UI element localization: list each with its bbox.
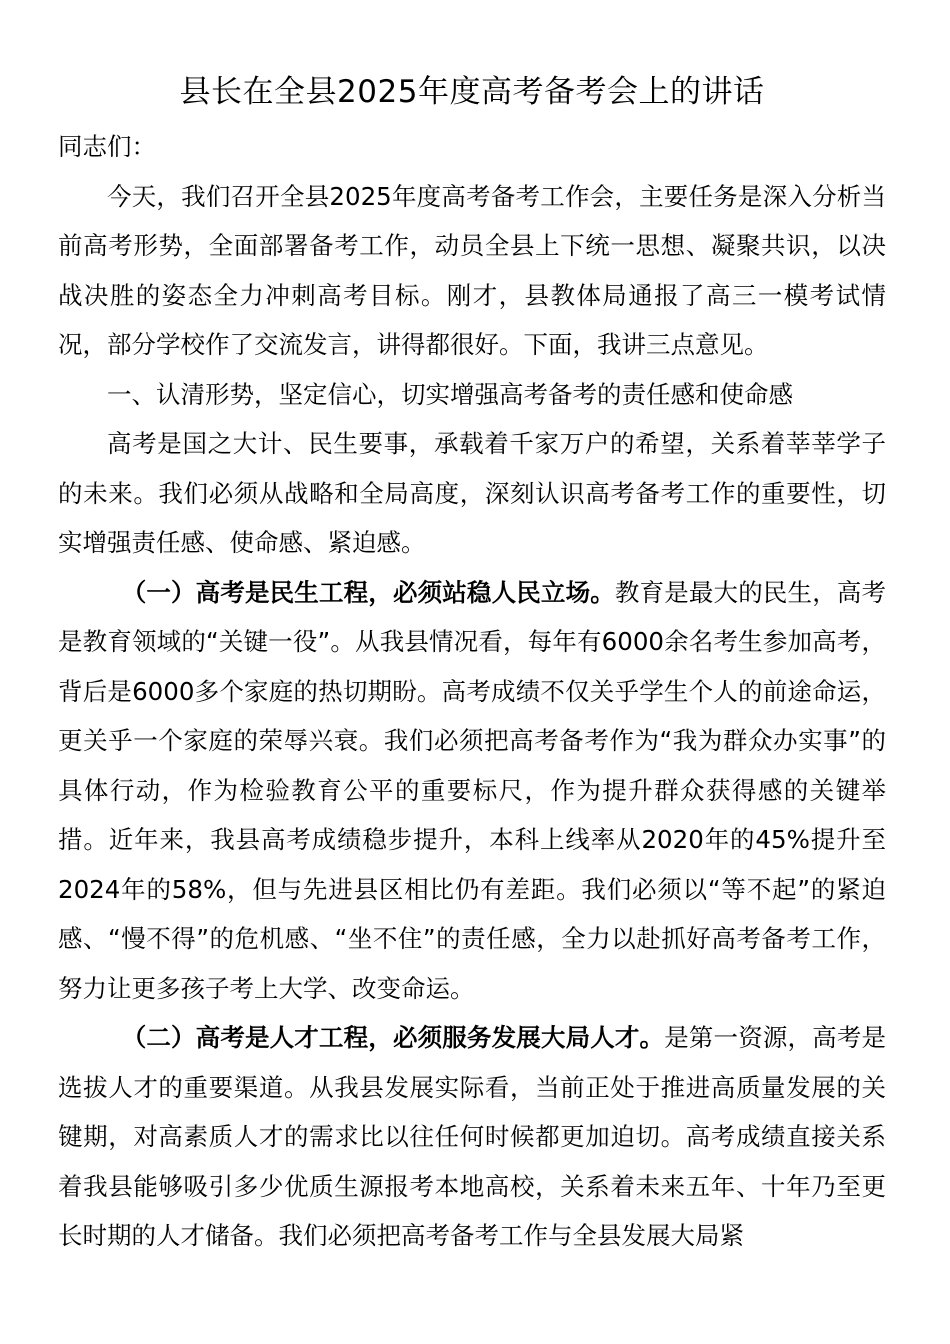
subsection-2-lead: （二）高考是人才工程，必须服务发展大局人才。 bbox=[121, 1023, 665, 1052]
document-title: 县长在全县2025年度高考备考会上的讲话 bbox=[179, 74, 765, 110]
subsection-1 bbox=[58, 568, 886, 1014]
paragraph-section-1-intro: 高考是国之大计、民生要事，承载着千家万户的希望，关系着莘莘学子的未来。我们必须从战略和全局高度，深刻认识高考备考工作的重要性，切实增强责任感、使命感、紧迫感。 bbox=[58, 429, 886, 557]
subsection-1-lead: （一）高考是民生工程，必须站稳人民立场。 bbox=[121, 577, 615, 607]
subsection-2 bbox=[58, 1013, 886, 1261]
salutation: 同志们： bbox=[58, 132, 156, 161]
section-heading-1: 一、认清形势，坚定信心，切实增强高考备考的责任感和使命感 bbox=[107, 379, 793, 409]
subsection-2-body: 是第一资源，高考是选拔人才的重要渠道。从我县发展实际看，当前正处于推进高质量发展的关键期，对高素质人才的需求比以往任何时候都更加迫切。高考成绩直接关系着我县能够吸引多少优质生源报考本地高校，关系着未来五年、十年乃至更长时期的人才储备。我们必须把高考备考工作与全县发展大局紧 bbox=[58, 1023, 887, 1250]
subsection-1-body: 教育是最大的民生，高考是教育领域的“关键一役”。从我县情况看，每年有6000余名考生参加高考，背后是6000多个家庭的热切期盼。高考成绩不仅关乎学生个人的前途命运，更关乎一个家庭的荣辱兴衰。我们必须把高考备考作为“我为群众办实事”的具体行动，作为检验教育公平的重要标尺，作为提升群众获得感的关键举措。近年来，我县高考成绩稳步提升，本科上线率从2020年的45%提升至2024年的58%，但与先进县区相比仍有差距。我们必须以“等不起”的紧迫感、“慢不得”的危机感、“坐不住”的责任感，全力以赴抓好高考备考工作，努力让更多孩子考上大学、改变命运。 bbox=[58, 577, 887, 1003]
paragraph-opening: 今天，我们召开全县2025年度高考备考工作会，主要任务是深入分析当前高考形势，全面部署备考工作，动员全县上下统一思想、凝聚共识，以决战决胜的姿态全力冲刺高考目标。刚才，县教体局通报了高三一模考试情况，部分学校作了交流发言，讲得都很好。下面，我讲三点意见。 bbox=[58, 181, 886, 359]
